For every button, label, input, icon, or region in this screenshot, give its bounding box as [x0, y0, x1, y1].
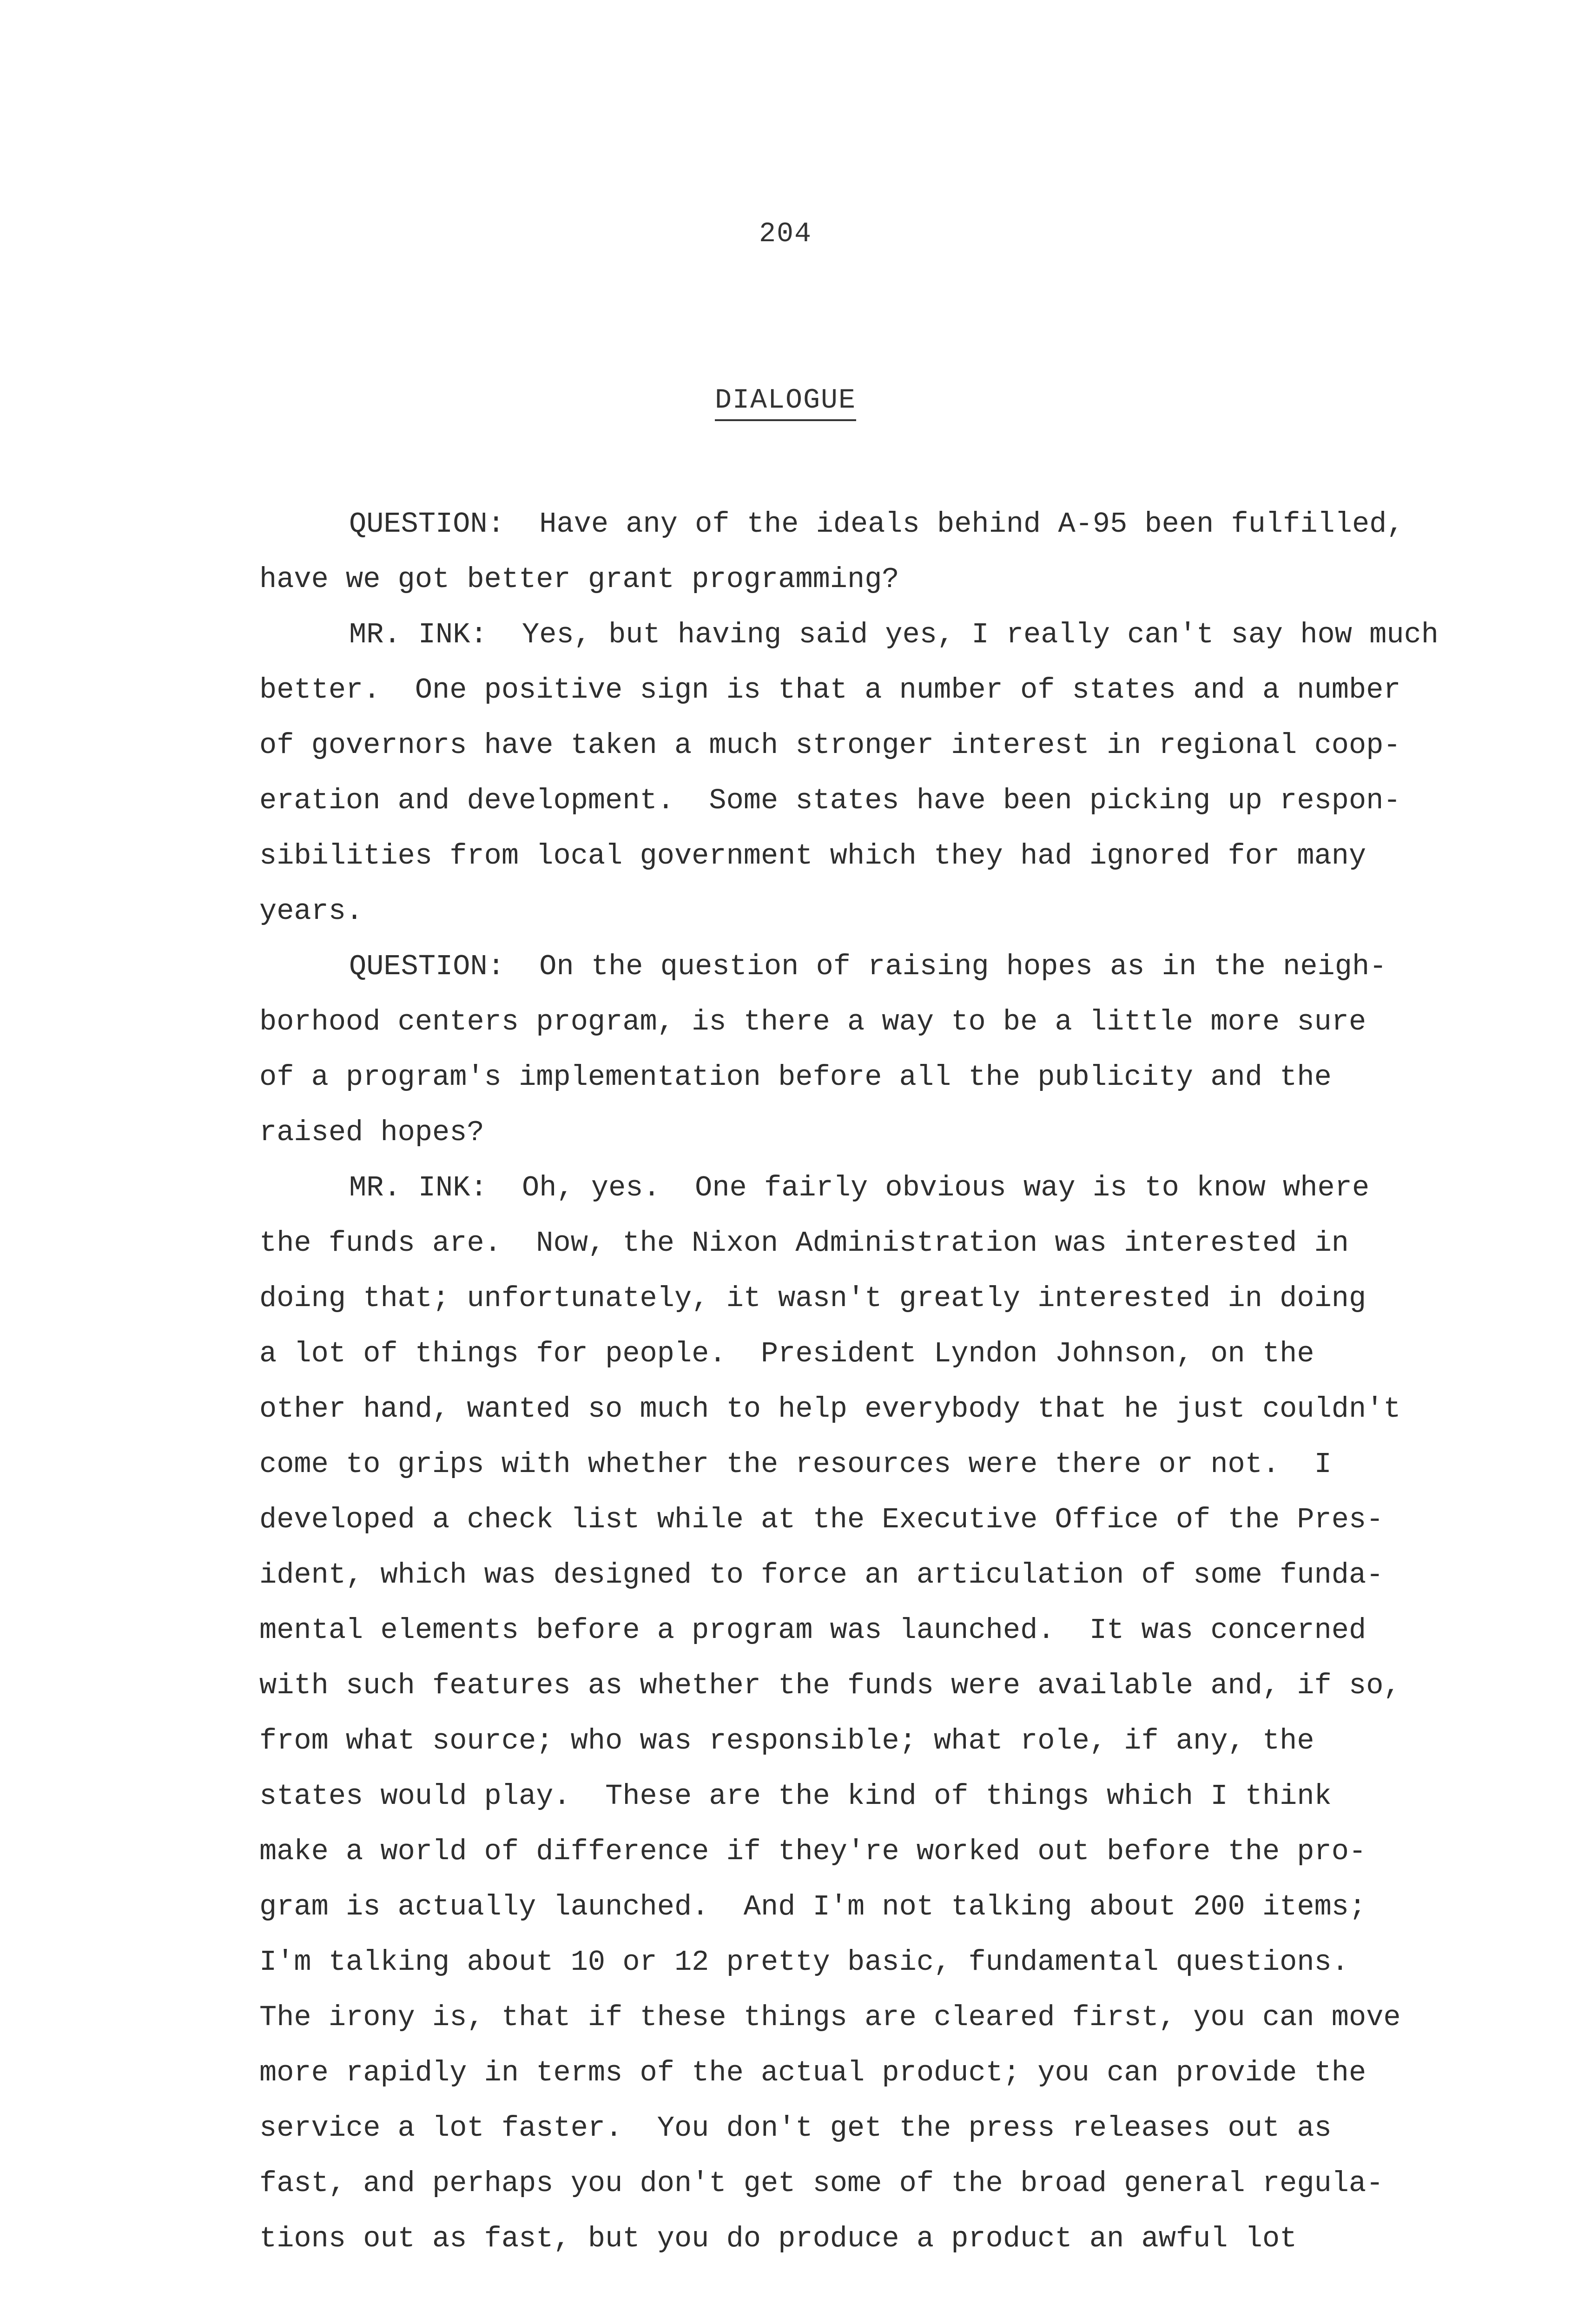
body-text: [259, 496, 1514, 2266]
page-number: 204: [759, 218, 812, 250]
text-line: mental elements before a program was launched. It was concerned: [259, 1614, 1366, 1647]
text-line: of a program's implementation before all the publicity and the: [259, 1061, 1332, 1094]
text-line: ident, which was designed to force an articulation of some funda-: [259, 1558, 1384, 1591]
text-line: MR. INK: Oh, yes. One fairly obvious way is to know where: [349, 1171, 1370, 1204]
text-line: the funds are. Now, the Nixon Administration was interested in: [259, 1227, 1349, 1260]
text-line: raised hopes?: [259, 1116, 484, 1149]
text-line: service a lot faster. You don't get the press releases out as: [259, 2112, 1332, 2145]
text-line: with such features as whether the funds were available and, if so,: [259, 1669, 1401, 1702]
text-line: The irony is, that if these things are cleared first, you can move: [259, 2001, 1401, 2034]
text-line: QUESTION: On the question of raising hopes as in the neigh-: [349, 950, 1387, 983]
text-line: have we got better grant programming?: [259, 563, 899, 596]
text-line: states would play. These are the kind of things which I think: [259, 1780, 1332, 1813]
section-heading-text: DIALOGUE: [715, 385, 856, 421]
text-line: more rapidly in terms of the actual product; you can provide the: [259, 2056, 1366, 2089]
text-line: borhood centers program, is there a way to be a little more sure: [259, 1005, 1366, 1038]
text-line: from what source; who was responsible; what role, if any, the: [259, 1724, 1314, 1757]
section-heading: [0, 385, 1571, 421]
text-line: gram is actually launched. And I'm not talking about 200 items;: [259, 1890, 1366, 1923]
text-line: of governors have taken a much stronger interest in regional coop-: [259, 729, 1401, 762]
text-line: doing that; unfortunately, it wasn't greatly interested in doing: [259, 1282, 1366, 1315]
text-line: fast, and perhaps you don't get some of the broad general regula-: [259, 2167, 1384, 2200]
text-line: a lot of things for people. President Lyndon Johnson, on the: [259, 1337, 1314, 1370]
text-line: sibilities from local government which they had ignored for many: [259, 839, 1366, 872]
text-line: tions out as fast, but you do produce a product an awful lot: [259, 2222, 1297, 2255]
text-line: better. One positive sign is that a number of states and a number: [259, 673, 1401, 706]
text-line: developed a check list while at the Executive Office of the Pres-: [259, 1503, 1384, 1536]
text-line: come to grips with whether the resources were there or not. I: [259, 1448, 1332, 1481]
text-line: years.: [259, 895, 363, 928]
text-line: I'm talking about 10 or 12 pretty basic, fundamental questions.: [259, 1946, 1349, 1979]
text-line: other hand, wanted so much to help everybody that he just couldn't: [259, 1393, 1401, 1426]
text-line: MR. INK: Yes, but having said yes, I really can't say how much: [349, 618, 1439, 651]
text-line: QUESTION: Have any of the ideals behind A-95 been fulfilled,: [349, 508, 1404, 541]
text-line: make a world of difference if they're worked out before the pro-: [259, 1835, 1366, 1868]
text-line: eration and development. Some states have been picking up respon-: [259, 784, 1401, 817]
